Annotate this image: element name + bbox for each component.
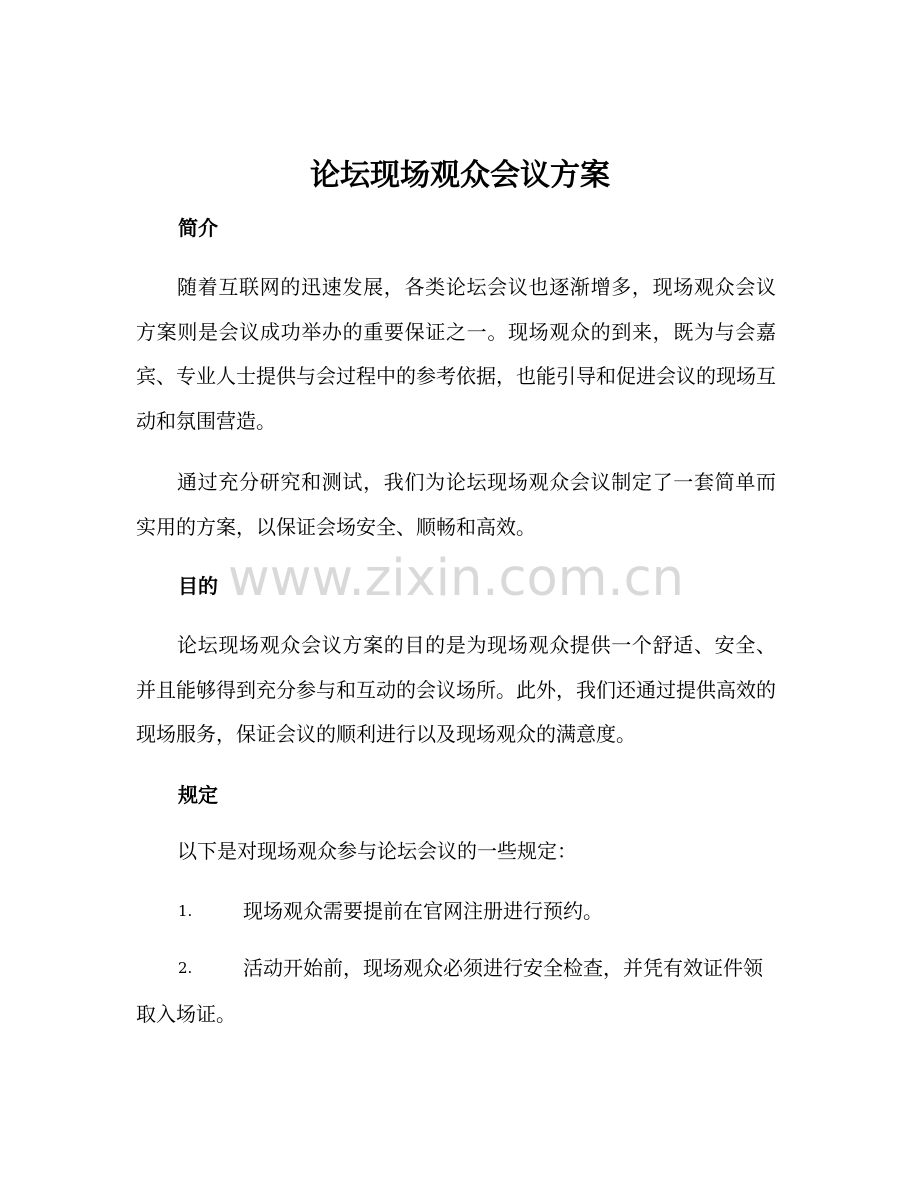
section-heading-rules: 规定 — [178, 783, 218, 807]
list-item-text: 现场观众需要提前在官网注册进行预约。 — [243, 899, 603, 923]
intro-paragraph-1: 随着互联网的迅速发展，各类论坛会议也逐渐增多，现场观众会议方案则是会议成功举办的重要保证之一。现场观众的到来，既为与会嘉宾、专业人士提供与会过程中的参考依据，也能引导和促进会议的现场互动和氛围营造。 — [136, 275, 776, 434]
section-heading-intro: 简介 — [178, 216, 218, 240]
list-item-text: 活动开始前，现场观众必须进行安全检查，并凭有效证件领取入场证。 — [136, 956, 763, 1026]
section-heading-purpose: 目的 — [178, 574, 218, 598]
page-title: 论坛现场观众会议方案 — [310, 158, 610, 193]
intro-paragraph-2: 通过充分研究和测试，我们为论坛现场观众会议制定了一套简单而实用的方案，以保证会场安全、顺畅和高效。 — [136, 470, 776, 539]
list-item-number: 1. — [178, 902, 193, 920]
watermark: www.zixin.com.cn — [228, 549, 684, 608]
list-item — [136, 945, 776, 1037]
list-item-number: 2. — [178, 959, 193, 977]
list-item — [136, 888, 776, 934]
purpose-paragraph: 论坛现场观众会议方案的目的是为现场观众提供一个舒适、安全、并且能够得到充分参与和互动的会议场所。此外，我们还通过提供高效的现场服务，保证会议的顺利进行以及现场观众的满意度。 — [136, 633, 776, 747]
rules-intro-paragraph: 以下是对现场观众参与论坛会议的一些规定： — [177, 839, 577, 863]
